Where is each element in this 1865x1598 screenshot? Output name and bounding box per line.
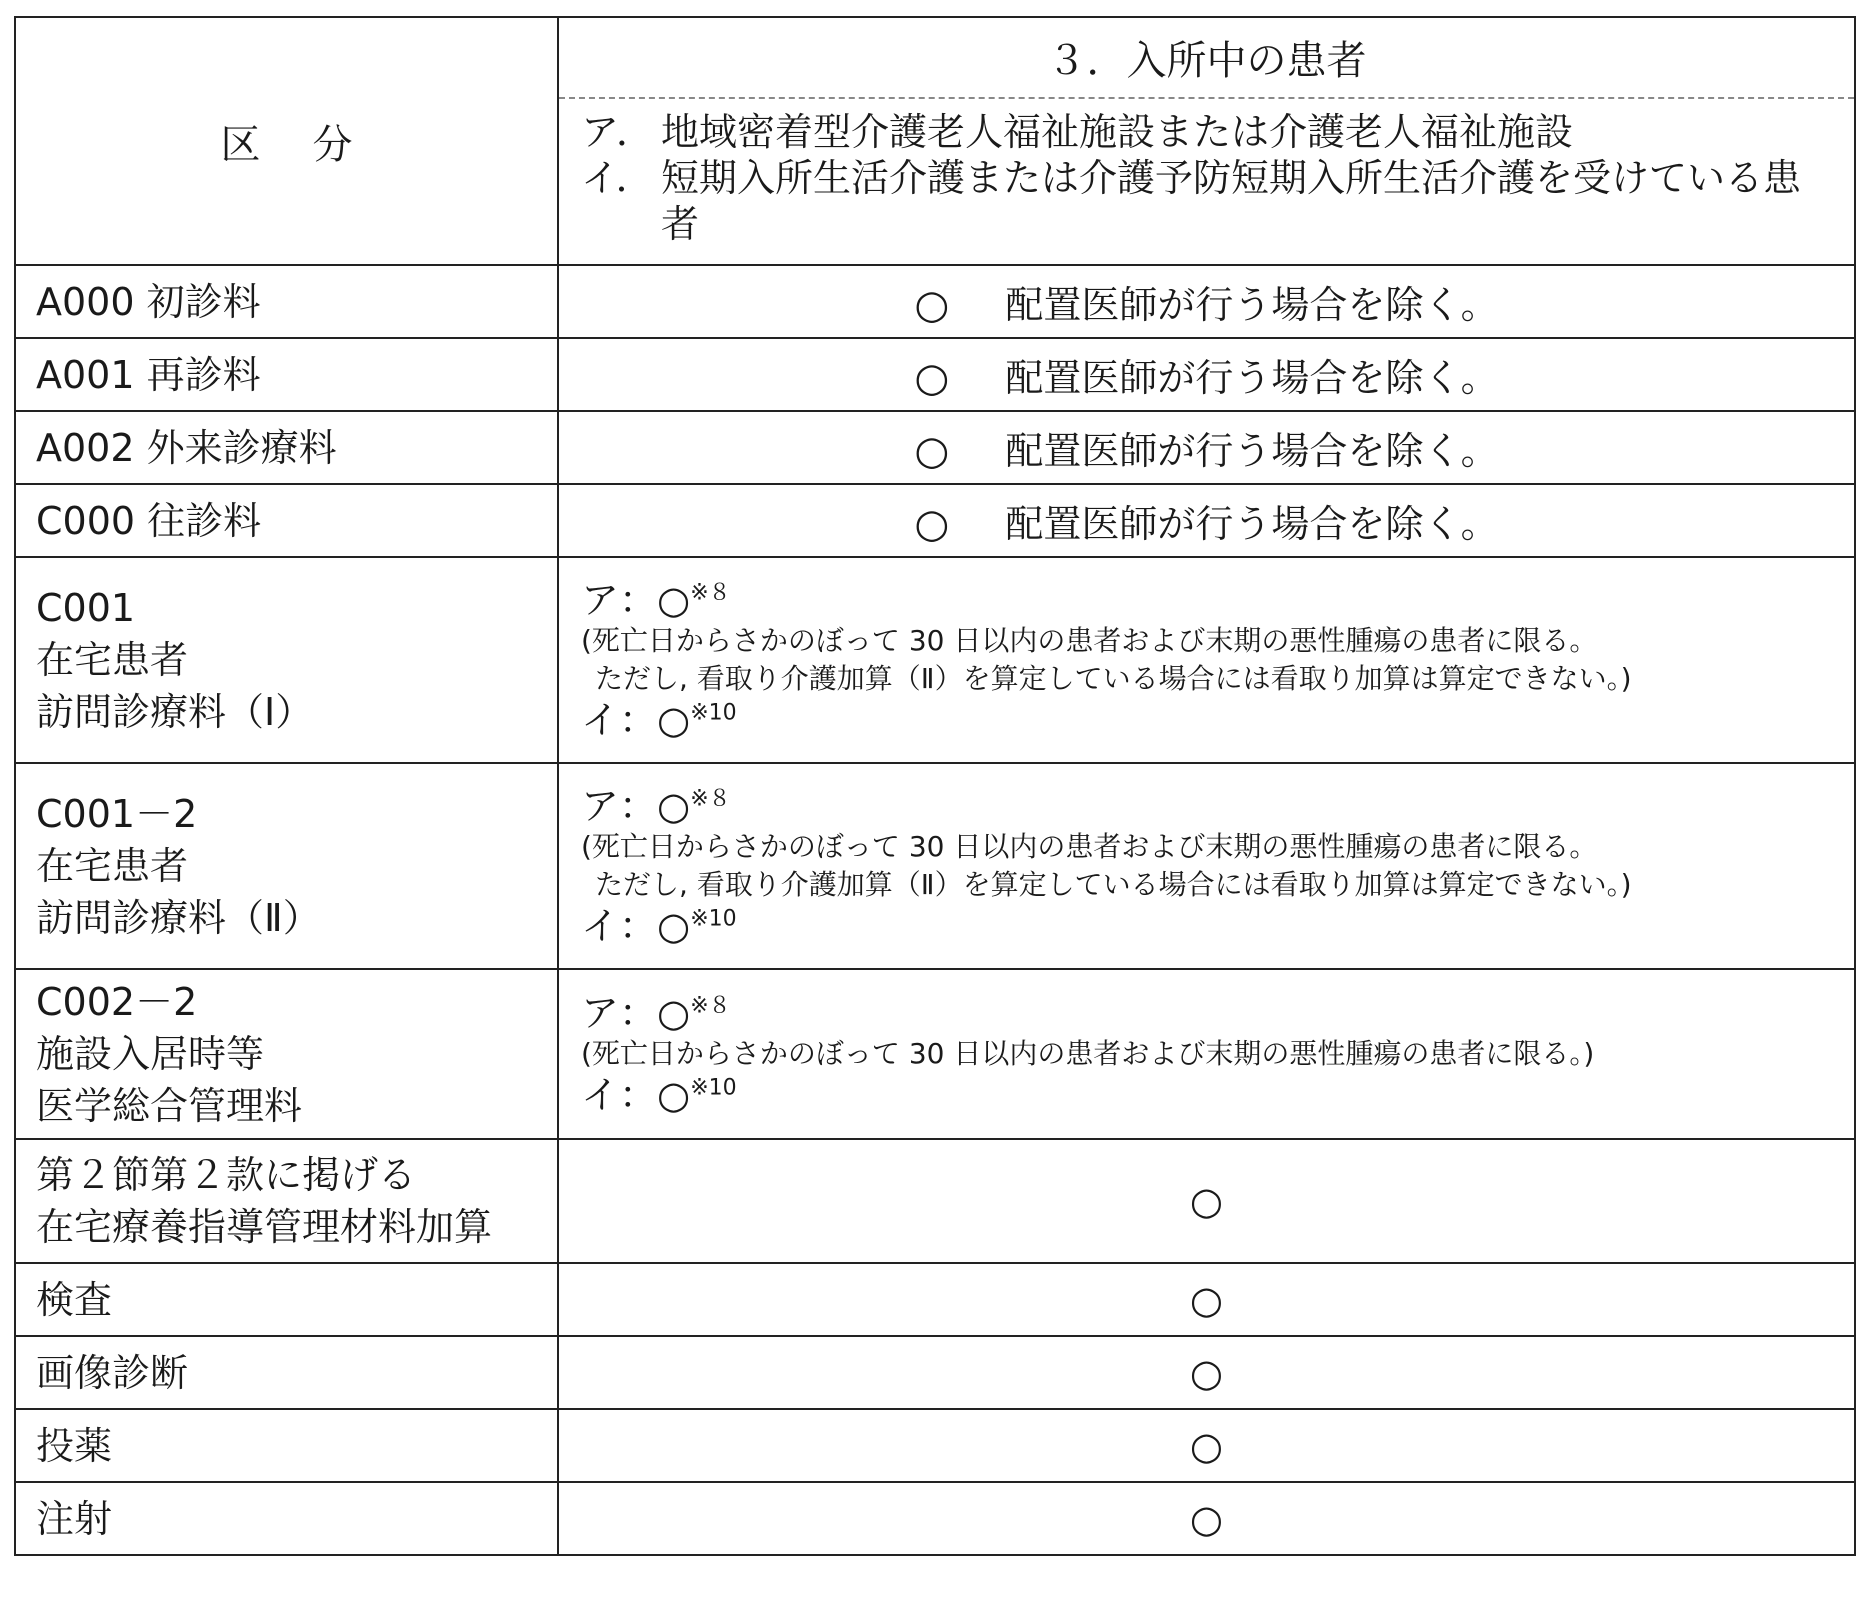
applicable-circle-icon: ○ [914,355,950,401]
footnote-ref: ※10 [690,700,737,726]
category-label-line: C001－2 [36,792,198,836]
applicability-cell [558,969,1855,1139]
applicable-circle-icon: ○ [1189,1179,1224,1223]
applicability-note: 配置医師が行う場合を除く。 [1005,502,1499,546]
table-row [15,1409,1855,1482]
category-cell [15,411,558,484]
facility-type-marker: ア． [581,110,654,154]
category-label: A000 初診料 [36,279,261,324]
category-label-line: 在宅患者 [36,638,189,682]
applicability-cell [558,1409,1855,1482]
applicable-circle-icon: ○ [1189,1350,1224,1395]
category-label-line: 施設入居時等 [36,1032,265,1076]
category-label: A002 外来診療料 [36,425,337,470]
applicable-circle-icon: ○ [657,698,691,742]
condition-b: イ：○$^{※10}$ [581,698,737,742]
applicable-circle-icon: ○ [1189,1496,1224,1541]
table-row [15,1336,1855,1409]
applicable-circle-icon: ○ [914,501,950,547]
category-label-line: 在宅療養指導管理材料加算 [36,1205,493,1249]
applicability-cell [558,338,1855,411]
table-row [15,338,1855,411]
condition-text: ただし, 看取り介護加算（Ⅱ）を算定している場合には看取り加算は算定できない。) [595,662,1632,695]
applicable-circle-icon: ○ [657,784,691,828]
facility-type-b [581,155,1834,247]
table-row [15,763,1855,969]
applicable-circle-icon: ○ [657,1073,691,1117]
condition-b: イ：○$^{※10}$ [581,904,737,948]
header-row [15,17,1855,265]
condition-text: (死亡日からさかのぼって 30 日以内の患者および末期の悪性腫瘍の患者に限る。 [581,624,1598,657]
applicable-circle-icon: ○ [657,904,691,948]
facility-type-list [559,99,1854,257]
applicable-circle-icon: ○ [657,578,691,622]
footnote-ref: ※８ [690,786,731,812]
table-row [15,1139,1855,1263]
applicability-cell [558,557,1855,763]
facility-type-marker: イ． [581,156,654,200]
category-label-line: 訪問診療料（Ⅰ） [36,690,314,734]
category-label: 投薬 [36,1423,113,1468]
category-label: C000 往診料 [36,498,262,543]
condition-text: ただし, 看取り介護加算（Ⅱ）を算定している場合には看取り加算は算定できない。) [595,868,1632,901]
footnote-ref: ※10 [690,1075,737,1101]
category-cell [15,265,558,338]
applicable-circle-icon: ○ [914,428,950,474]
category-label: 注射 [36,1496,113,1541]
category-cell [15,484,558,557]
fee-applicability-table [14,16,1856,1556]
applicable-circle-icon: ○ [1189,1423,1224,1468]
category-label-line: C001 [36,586,136,630]
table-row [15,484,1855,557]
applicability-cell [558,265,1855,338]
category-label-line: 医学総合管理料 [36,1084,303,1128]
patient-category-header-cell [558,17,1855,265]
applicable-circle-icon: ○ [914,282,950,328]
condition-a: ア：○$^{※8}$ [581,784,731,828]
applicable-circle-icon: ○ [1189,1277,1224,1322]
table-row [15,969,1855,1139]
applicability-cell [558,1263,1855,1336]
condition-text: (死亡日からさかのぼって 30 日以内の患者および末期の悪性腫瘍の患者に限る。 [581,830,1598,863]
condition-a: ア：○$^{※8}$ [581,578,731,622]
category-cell [15,338,558,411]
category-label-line: 訪問診療料（Ⅱ） [36,896,321,940]
facility-type-text: 地域密着型介護老人福祉施設または介護老人福祉施設 [661,110,1574,154]
category-cell [15,1336,558,1409]
category-label: 画像診断 [36,1350,189,1395]
table-row [15,1482,1855,1555]
category-cell [15,1263,558,1336]
facility-type-text: 短期入所生活介護または介護予防短期入所生活介護を受けている患者 [661,156,1802,246]
table-row [15,265,1855,338]
applicability-cell [558,484,1855,557]
category-label: 検査 [36,1277,113,1322]
footnote-ref: ※10 [690,906,737,932]
category-cell [15,969,558,1139]
footnote-ref: ※８ [690,580,731,606]
applicability-note: 配置医師が行う場合を除く。 [1005,429,1499,473]
category-cell [15,1482,558,1555]
table-row [15,557,1855,763]
applicability-note: 配置医師が行う場合を除く。 [1005,283,1499,327]
category-cell [15,1409,558,1482]
condition-b: イ：○$^{※10}$ [581,1073,737,1117]
category-cell [15,557,558,763]
kubun-header-cell [15,17,558,265]
applicability-cell [558,1336,1855,1409]
category-label-line: 在宅患者 [36,844,189,888]
applicability-note: 配置医師が行う場合を除く。 [1005,356,1499,400]
category-label-line: C002－2 [36,980,198,1024]
applicable-circle-icon: ○ [657,991,691,1035]
table-row [15,1263,1855,1336]
category-label: A001 再診料 [36,352,261,397]
applicability-cell [558,1139,1855,1263]
footnote-ref: ※８ [690,993,731,1019]
condition-a: ア：○$^{※8}$ [581,991,731,1035]
facility-type-a [581,109,1834,155]
applicability-cell [558,763,1855,969]
category-cell [15,1139,558,1263]
patient-category-title: ３．入所中の患者 [559,25,1854,99]
applicability-cell [558,1482,1855,1555]
category-label-line: 第２節第２款に掲げる [36,1153,417,1197]
kubun-header: 区分 [220,121,405,168]
applicability-cell [558,411,1855,484]
table-row [15,411,1855,484]
condition-text: (死亡日からさかのぼって 30 日以内の患者および末期の悪性腫瘍の患者に限る。) [581,1037,1595,1070]
category-cell [15,763,558,969]
